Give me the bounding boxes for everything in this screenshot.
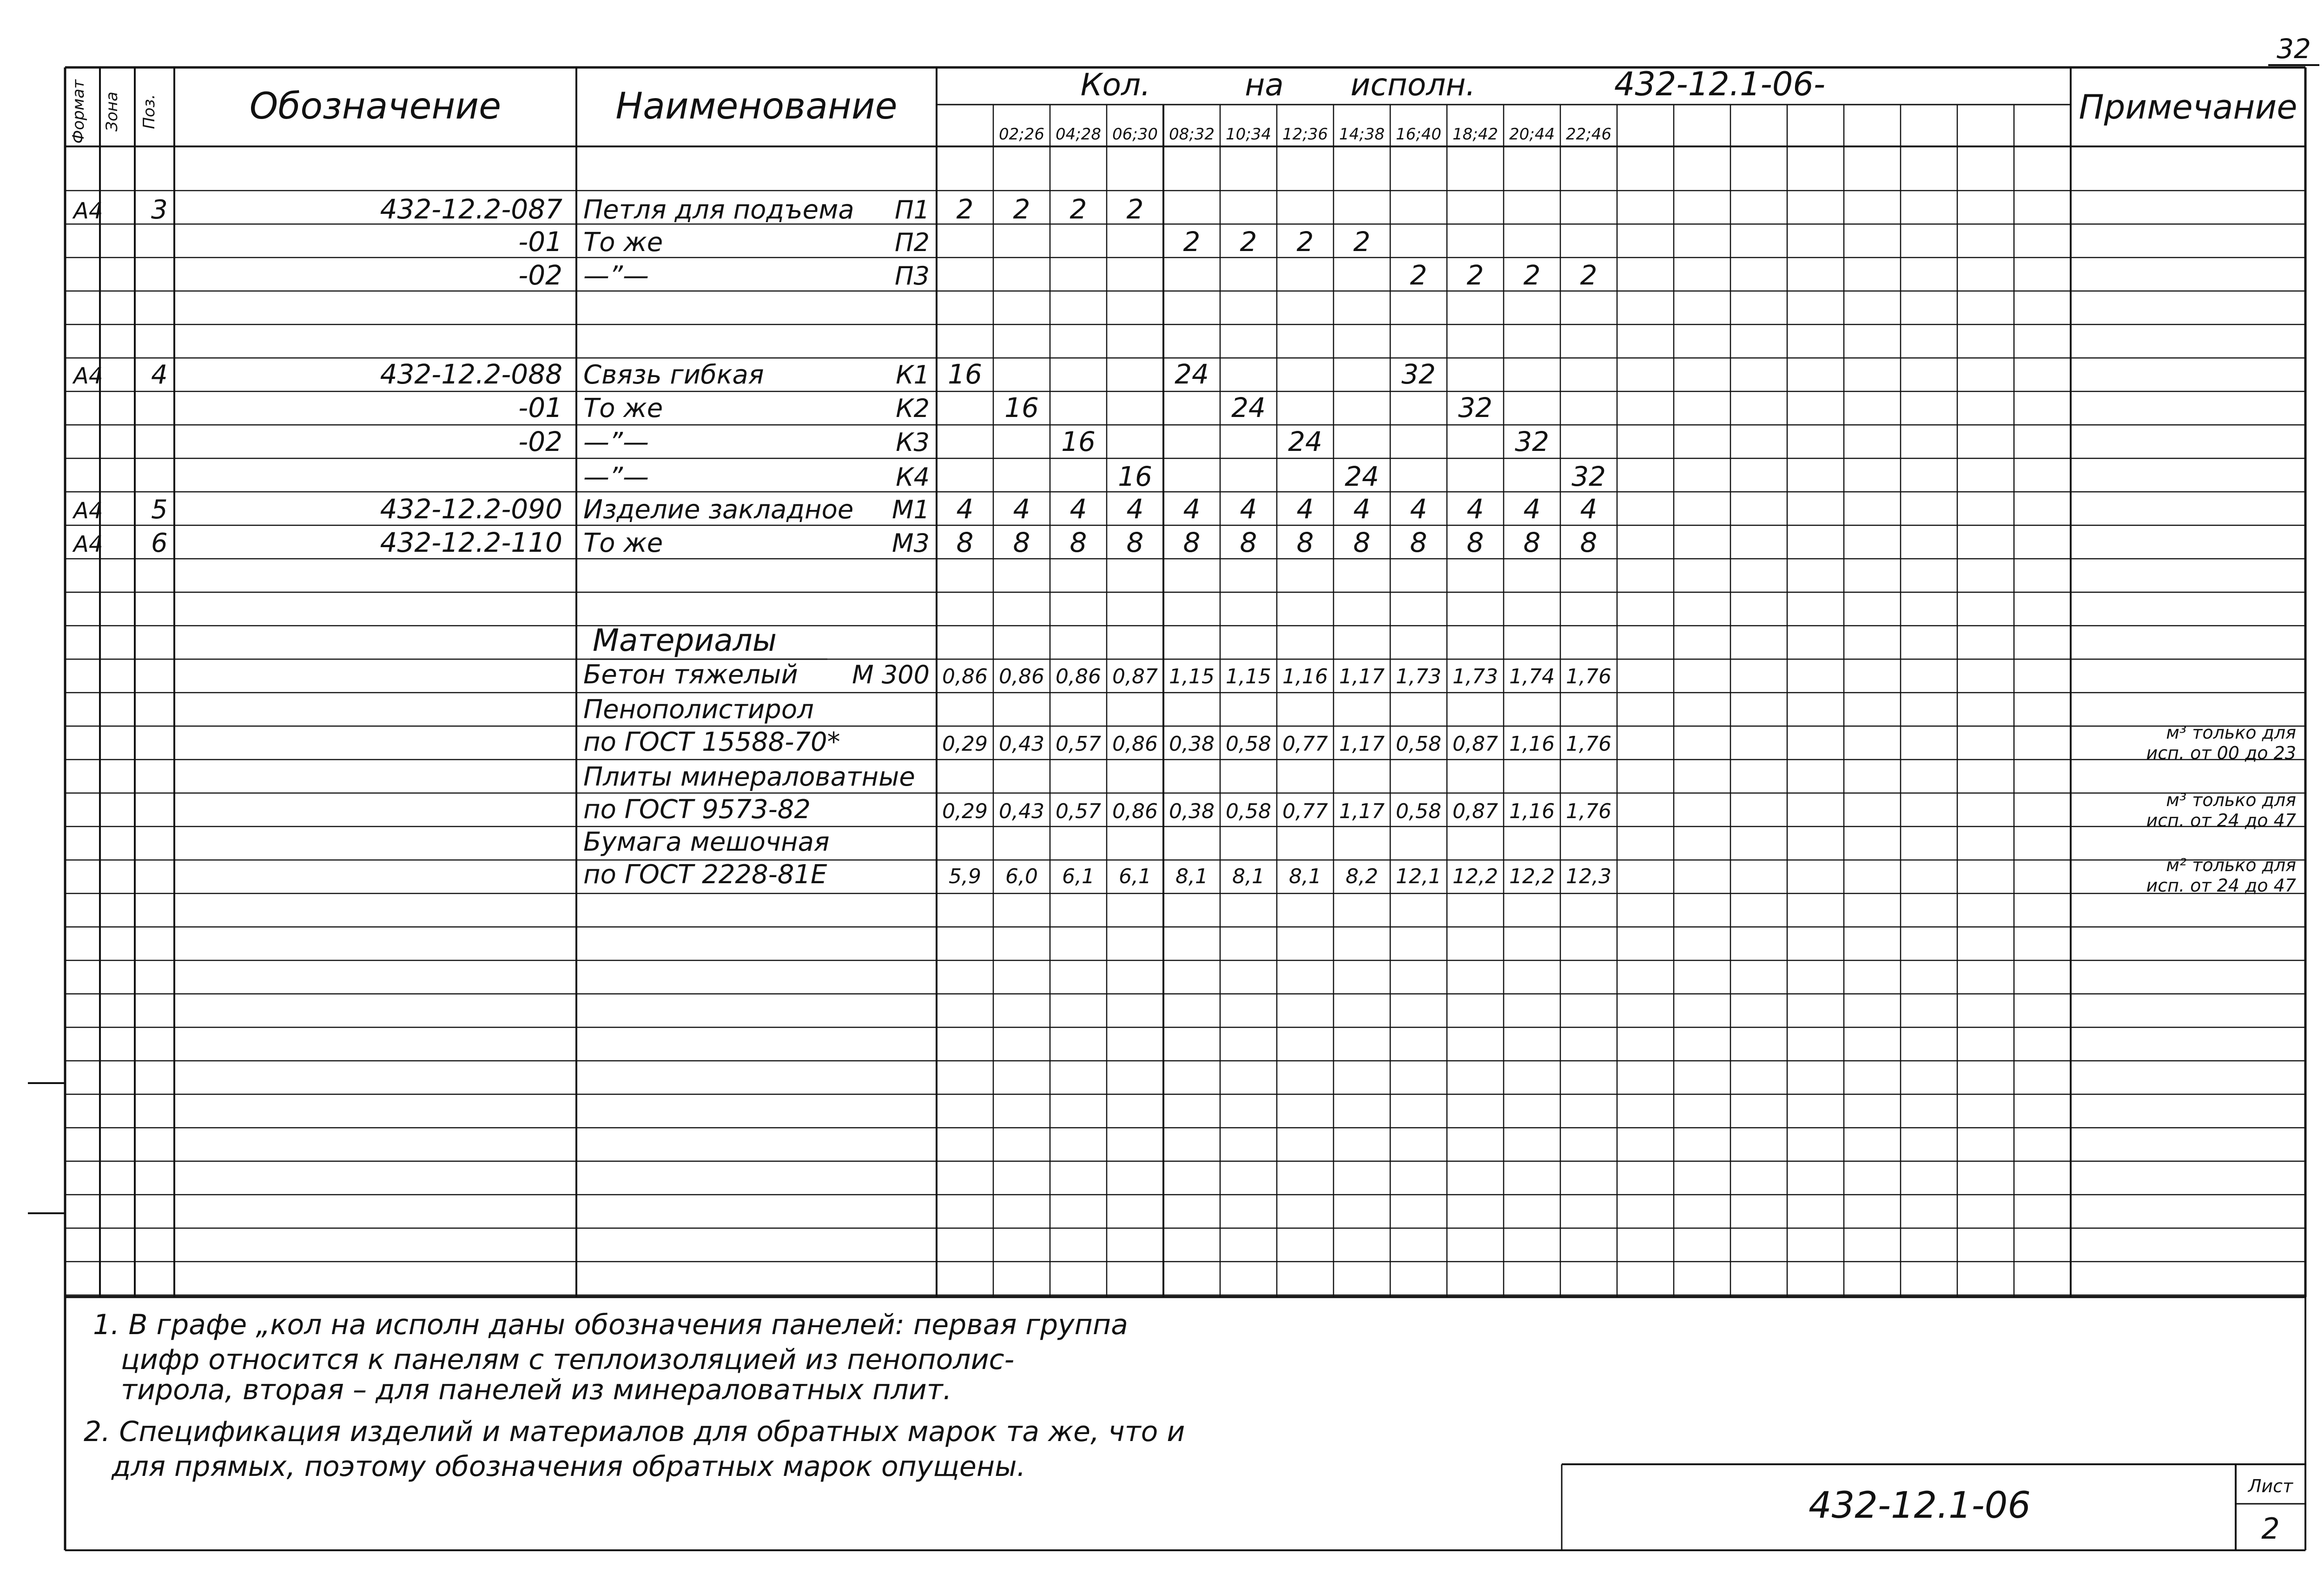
row-name: То же [583, 393, 663, 423]
row-qty: 4 [1410, 493, 1427, 525]
row-qty: 4 [1353, 493, 1371, 525]
row-mark: К4 [896, 463, 930, 492]
row-name: Материалы [593, 622, 777, 658]
sheet-label: Лист [2248, 1476, 2293, 1496]
row-pos: 6 [151, 528, 168, 558]
row-note: м² только для [2166, 855, 2296, 875]
row-format: А4 [73, 531, 103, 557]
row-qty: 24 [1288, 426, 1322, 457]
row-name: Бетон тяжелый [583, 660, 798, 690]
version-label: 14;38 [1339, 125, 1385, 144]
row-qty: 0,86 [942, 665, 988, 688]
row-qty: 1,74 [1509, 665, 1555, 688]
row-qty: 4 [1126, 493, 1144, 525]
row-designation: 432-12.2-088 [380, 358, 562, 390]
row-qty: 4 [1183, 493, 1201, 525]
row-designation: -01 [518, 392, 562, 423]
version-label: 12;36 [1282, 125, 1328, 144]
row-name: Связь гибкая [583, 360, 764, 390]
version-label: 10;34 [1226, 125, 1271, 144]
row-qty: 1,76 [1566, 732, 1611, 756]
row-note: исп. от 00 до 23 [2146, 743, 2296, 763]
header-format: Формат [69, 79, 88, 144]
row-qty: 0,38 [1169, 800, 1215, 823]
row-qty: 0,86 [999, 665, 1044, 688]
row-qty: 0,29 [942, 732, 988, 756]
row-qty: 1,16 [1509, 800, 1555, 823]
row-qty: 4 [1240, 493, 1257, 525]
row-qty: 6,0 [1005, 865, 1038, 888]
row-qty: 32 [1458, 392, 1492, 423]
version-label: 02;26 [999, 125, 1044, 144]
row-qty: 24 [1345, 461, 1379, 492]
row-qty: 0,87 [1452, 732, 1498, 756]
table-text [69, 33, 2311, 1546]
row-name: —”— [583, 462, 649, 492]
row-qty: 1,76 [1566, 800, 1611, 823]
row-qty: 2 [1183, 226, 1201, 258]
row-qty: 1,17 [1339, 665, 1385, 688]
row-qty: 12,1 [1396, 865, 1441, 888]
row-qty: 12,3 [1566, 865, 1611, 888]
row-qty: 32 [1571, 461, 1606, 492]
row-designation: 432-12.2-110 [380, 527, 562, 558]
row-qty: 24 [1175, 358, 1209, 390]
row-qty: 0,58 [1396, 732, 1441, 756]
row-qty: 2 [1296, 226, 1314, 258]
row-qty: 2 [1580, 259, 1598, 291]
row-name: То же [583, 528, 663, 558]
row-note: м³ только для [2166, 790, 2296, 810]
row-qty: 16 [948, 358, 982, 390]
row-qty: 8 [1013, 527, 1030, 558]
row-name: —”— [583, 261, 649, 291]
row-pos: 5 [151, 495, 168, 525]
row-pos: 3 [151, 195, 168, 225]
row-qty: 8 [1523, 527, 1541, 558]
row-qty: 1,16 [1282, 665, 1328, 688]
row-qty: 1,15 [1169, 665, 1215, 688]
row-qty: 8 [956, 527, 974, 558]
row-qty: 8 [1353, 527, 1371, 558]
row-note: исп. от 24 до 47 [2146, 810, 2296, 831]
row-qty: 8 [1126, 527, 1144, 558]
header-qty-title: исполн. [1350, 67, 1476, 103]
row-designation: 432-12.2-087 [380, 193, 562, 225]
row-qty: 0,58 [1396, 800, 1441, 823]
row-qty: 0,87 [1112, 665, 1158, 688]
header-qty-title: на [1245, 67, 1284, 103]
row-mark: М 300 [852, 660, 930, 689]
row-name: Изделие закладное [583, 495, 854, 525]
note-line: тирола, вторая – для панелей из минераловатных плит. [121, 1374, 952, 1406]
row-designation: 432-12.2-090 [380, 493, 562, 525]
row-qty: 4 [1070, 493, 1087, 525]
row-name: Бумага мешочная [583, 827, 830, 857]
row-name: Пенополистирол [583, 694, 814, 725]
row-mark: М3 [892, 529, 930, 558]
row-qty: 8,1 [1289, 865, 1321, 888]
row-qty: 32 [1401, 358, 1436, 390]
row-qty: 4 [1296, 493, 1314, 525]
row-qty: 8,2 [1346, 865, 1378, 888]
row-qty: 16 [1061, 426, 1096, 457]
note-line: 1. В графе „кол на исполн даны обозначения панелей: первая группа [93, 1309, 1128, 1341]
row-qty: 2 [1070, 193, 1087, 225]
row-qty: 1,17 [1339, 800, 1385, 823]
row-mark: К3 [896, 428, 930, 457]
header-name: Наименование [615, 86, 898, 127]
row-mark: П1 [895, 195, 930, 225]
row-qty: 1,73 [1396, 665, 1441, 688]
row-format: А4 [73, 498, 103, 524]
row-mark: П2 [895, 228, 930, 257]
row-name: по ГОСТ 9573-82 [583, 794, 811, 825]
row-qty: 8 [1580, 527, 1598, 558]
row-note: м³ только для [2166, 722, 2296, 743]
row-qty: 0,86 [1056, 665, 1101, 688]
row-mark: К1 [896, 360, 930, 390]
row-qty: 32 [1515, 426, 1549, 457]
row-qty: 0,43 [999, 800, 1044, 823]
row-qty: 1,76 [1566, 665, 1611, 688]
row-qty: 0,86 [1112, 732, 1158, 756]
row-qty: 0,57 [1056, 800, 1101, 823]
row-name: —”— [583, 427, 649, 457]
row-name: по ГОСТ 15588-70* [583, 727, 840, 757]
row-qty: 12,2 [1509, 865, 1555, 888]
row-qty: 1,73 [1452, 665, 1498, 688]
row-qty: 6,1 [1062, 865, 1095, 888]
row-qty: 2 [1410, 259, 1427, 291]
row-qty: 0,87 [1452, 800, 1498, 823]
note-line: для прямых, поэтому обозначения обратных марок опущены. [112, 1450, 1026, 1483]
row-qty: 5,9 [949, 865, 981, 888]
version-label: 04;28 [1056, 125, 1101, 144]
note-line: цифр относится к панелям с теплоизоляцией из пенополис- [121, 1343, 1015, 1376]
sheet-value: 2 [2261, 1512, 2280, 1546]
row-qty: 12,2 [1452, 865, 1498, 888]
row-qty: 4 [1466, 493, 1484, 525]
row-qty: 24 [1231, 392, 1266, 423]
row-qty: 8 [1070, 527, 1087, 558]
row-qty: 0,29 [942, 800, 988, 823]
row-qty: 0,57 [1056, 732, 1101, 756]
row-qty: 2 [1466, 259, 1484, 291]
row-qty: 2 [956, 193, 974, 225]
row-qty: 8,1 [1175, 865, 1208, 888]
row-designation: -01 [518, 226, 562, 258]
version-label: 08;32 [1169, 125, 1215, 144]
row-qty: 8 [1466, 527, 1484, 558]
row-format: А4 [73, 363, 103, 389]
row-qty: 0,86 [1112, 800, 1158, 823]
header-qty-title: 432-12.1-06- [1614, 65, 1826, 103]
row-designation: -02 [518, 259, 562, 291]
row-name: Плиты минераловатные [583, 762, 915, 792]
row-qty: 8 [1183, 527, 1201, 558]
row-qty: 8,1 [1232, 865, 1265, 888]
row-qty: 0,77 [1282, 732, 1328, 756]
row-qty: 0,77 [1282, 800, 1328, 823]
row-format: А4 [73, 198, 103, 224]
row-qty: 0,38 [1169, 732, 1215, 756]
row-name: То же [583, 227, 663, 258]
row-qty: 2 [1523, 259, 1541, 291]
row-qty: 2 [1013, 193, 1030, 225]
row-name: по ГОСТ 2228-81Е [583, 860, 827, 890]
row-qty: 0,58 [1226, 800, 1271, 823]
row-name: Петля для подъема [583, 195, 854, 225]
version-label: 20;44 [1509, 125, 1555, 144]
doc-code: 432-12.1-06 [1808, 1485, 2031, 1527]
row-qty: 4 [956, 493, 974, 525]
row-qty: 8 [1296, 527, 1314, 558]
row-qty: 4 [1580, 493, 1598, 525]
header-note: Примечание [2079, 87, 2298, 126]
note-line: 2. Спецификация изделий и материалов для обратных марок та же, что и [84, 1415, 1185, 1448]
row-qty: 1,16 [1509, 732, 1555, 756]
row-mark: П3 [895, 261, 930, 291]
row-qty: 16 [1004, 392, 1039, 423]
version-label: 06;30 [1112, 125, 1158, 144]
row-qty: 2 [1240, 226, 1257, 258]
header-qty-title: Кол. [1080, 67, 1151, 103]
version-label: 16;40 [1396, 125, 1441, 144]
row-qty: 0,43 [999, 732, 1044, 756]
row-qty: 0,58 [1226, 732, 1271, 756]
row-mark: М1 [892, 495, 930, 524]
row-qty: 2 [1353, 226, 1371, 258]
version-label: 18;42 [1452, 125, 1498, 144]
version-label: 22;46 [1566, 125, 1611, 144]
row-qty: 2 [1126, 193, 1144, 225]
row-qty: 4 [1523, 493, 1541, 525]
sheet-number-top: 32 [2277, 33, 2311, 65]
header-zone: Зона [103, 92, 121, 132]
header-pos: Поз. [140, 94, 158, 129]
row-mark: К2 [896, 394, 930, 423]
row-pos: 4 [151, 360, 168, 390]
row-qty: 8 [1240, 527, 1257, 558]
row-note: исп. от 24 до 47 [2146, 875, 2296, 896]
row-designation: -02 [518, 426, 562, 457]
row-qty: 8 [1410, 527, 1427, 558]
header-designation: Обозначение [249, 86, 502, 127]
row-qty: 16 [1118, 461, 1152, 492]
row-qty: 1,15 [1226, 665, 1271, 688]
row-qty: 6,1 [1119, 865, 1151, 888]
row-qty: 1,17 [1339, 732, 1385, 756]
row-qty: 4 [1013, 493, 1030, 525]
